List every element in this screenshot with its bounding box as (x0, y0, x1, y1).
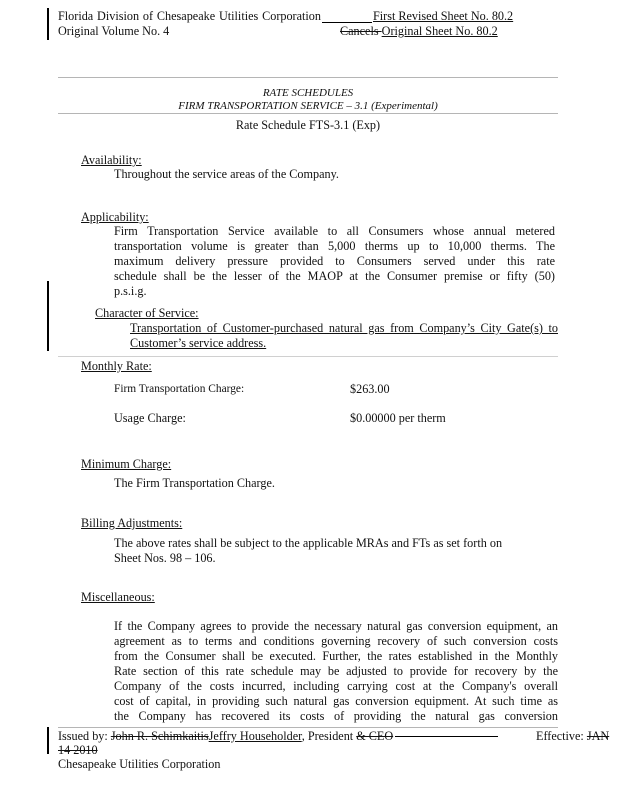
title-rule (58, 113, 558, 114)
rate-value: $0.00000 per therm (350, 411, 446, 425)
minimum-charge-heading: Minimum Charge: (81, 457, 172, 471)
misc-line: the Company has recovered its costs of providing the natural gas conversion (114, 709, 558, 723)
issued-strike-line (395, 736, 498, 737)
miscellaneous-heading: Miscellaneous: (81, 590, 155, 604)
minimum-charge-text: The Firm Transportation Charge. (114, 476, 275, 490)
service-subtitle: FIRM TRANSPORTATION SERVICE – 3.1 (Experimental) (178, 100, 438, 112)
cancels-original: Original Sheet No. 80.2 (381, 24, 498, 38)
applicability-text (114, 224, 555, 299)
misc-line: Company of the costs incurred, including carrying cost at the Company's overall (114, 679, 558, 693)
rate-label: Firm Transportation Charge: (114, 383, 245, 395)
footer-company: Chesapeake Utilities Corporation (58, 757, 221, 771)
character-line: Transportation of Customer-purchased natural gas from Company’s City Gate(s) to (130, 321, 558, 335)
rate-value: $263.00 (350, 382, 390, 396)
character-heading: Character of Service: (95, 306, 199, 320)
applicability-line: transportation volume is greater than 5,000 therms up to 10,000 therms. The (114, 239, 555, 253)
issued-old-name: John R. Schimkaitis (110, 729, 209, 743)
header-sheet-number: First Revised Sheet No. 80.2 (373, 9, 514, 23)
change-bar-header (47, 8, 49, 40)
applicability-line: schedule shall be the lesser of the MAOP at the Consumer premise or fifty (50) (114, 269, 555, 283)
header-company-underline (322, 22, 372, 23)
applicability-line: maximum delivery pressure provided to Consumers served under this rate (114, 254, 555, 268)
misc-line: Rate section of this rate schedule may be adjusted to provide for recovery by the (114, 664, 558, 678)
header-volume: Original Volume No. 4 (58, 24, 170, 38)
effective-old-date-continued: 14 2010 (58, 743, 98, 757)
applicability-line: p.s.i.g. (114, 284, 147, 298)
issued-by (58, 729, 393, 744)
availability-text: Throughout the service areas of the Company. (114, 167, 339, 181)
change-bar-body (47, 281, 49, 351)
issued-label: Issued by: (58, 729, 111, 743)
issued-ceo: & CEO (356, 729, 394, 743)
character-line: Customer’s service address. (130, 336, 267, 350)
billing-heading: Billing Adjustments: (81, 516, 183, 530)
footer-rule (58, 727, 558, 728)
applicability-line: Firm Transportation Service available to all Consumers whose annual metered (114, 224, 555, 238)
billing-line: Sheet Nos. 98 – 106. (114, 551, 216, 565)
monthly-rate-heading: Monthly Rate: (81, 359, 152, 373)
issued-title: , President (301, 729, 357, 743)
applicability-heading: Applicability: (81, 210, 149, 224)
misc-line: agreement as to terms and conditions governing recovery of such conversion costs (114, 634, 558, 648)
rate-schedules-title: RATE SCHEDULES (262, 87, 354, 99)
effective (536, 729, 609, 744)
header-cancels (340, 24, 498, 39)
header-company: Florida Division of Chesapeake Utilities Corporation (58, 9, 321, 23)
availability-heading: Availability: (81, 153, 142, 167)
change-bar-footer (47, 727, 49, 754)
effective-label: Effective: (536, 729, 587, 743)
monthly-rate-rule (58, 356, 558, 357)
cancels-struck: Cancels (340, 24, 382, 38)
miscellaneous-text (114, 619, 558, 724)
effective-old-date: JAN (586, 729, 610, 743)
header-rule (58, 77, 558, 78)
issued-new-name: Jeffry Householder (208, 729, 302, 743)
misc-line: from the Consumer shall be executed. Further, the rates established in the Monthly (114, 649, 558, 663)
rate-label: Usage Charge: (114, 411, 186, 425)
misc-line: If the Company agrees to provide the necessary natural gas conversion equipment, an (114, 619, 558, 633)
billing-line: The above rates shall be subject to the applicable MRAs and FTs as set forth on (114, 536, 503, 550)
misc-line: cost of capital, in providing such natural gas conversion equipment. At such time as (114, 694, 558, 708)
schedule-name: Rate Schedule FTS-3.1 (Exp) (235, 118, 381, 132)
character-text (130, 321, 558, 351)
